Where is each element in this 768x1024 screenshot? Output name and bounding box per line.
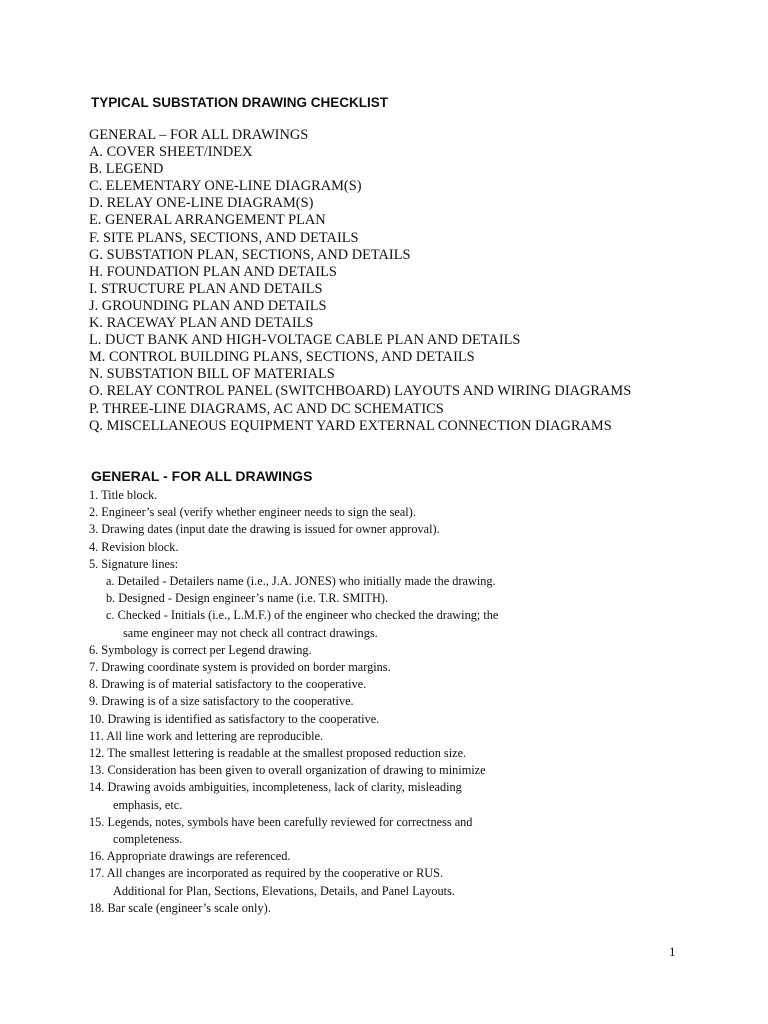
checklist-item: 17. All changes are incorporated as required by the cooperative or RUS. <box>89 866 444 881</box>
index-item: F. SITE PLANS, SECTIONS, AND DETAILS <box>89 229 359 246</box>
drawing-index-list <box>89 127 631 435</box>
section-heading: GENERAL - FOR ALL DRAWINGS <box>91 468 313 484</box>
index-item: K. RACEWAY PLAN AND DETAILS <box>89 315 314 332</box>
checklist-item: 6. Symbology is correct per Legend drawing. <box>89 642 312 657</box>
checklist-item: 5. Signature lines: <box>89 556 179 571</box>
checklist-item: 8. Drawing is of material satisfactory to the cooperative. <box>89 677 367 692</box>
checklist-item: 12. The smallest lettering is readable at the smallest proposed reduction size. <box>89 746 467 761</box>
checklist-continuation: completeness. <box>113 832 183 847</box>
index-item: M. CONTROL BUILDING PLANS, SECTIONS, AND DETAILS <box>89 349 475 366</box>
checklist-item: 14. Drawing avoids ambiguities, incompleteness, lack of clarity, misleading <box>89 780 462 795</box>
checklist-item: 13. Consideration has been given to overall organization of drawing to minimize <box>89 763 486 778</box>
index-item: D. RELAY ONE-LINE DIAGRAM(S) <box>89 195 314 212</box>
index-item: H. FOUNDATION PLAN AND DETAILS <box>89 263 337 280</box>
checklist <box>89 487 498 917</box>
index-item: P. THREE-LINE DIAGRAMS, AC AND DC SCHEMATICS <box>89 400 444 417</box>
index-item: C. ELEMENTARY ONE-LINE DIAGRAM(S) <box>89 178 362 195</box>
index-item: B. LEGEND <box>89 161 164 178</box>
checklist-item: 15. Legends, notes, symbols have been carefully reviewed for correctness and <box>89 814 473 829</box>
checklist-subitem: c. Checked - Initials (i.e., L.M.F.) of the engineer who checked the drawing; the <box>106 608 499 623</box>
document-title: TYPICAL SUBSTATION DRAWING CHECKLIST <box>91 95 388 110</box>
index-item: N. SUBSTATION BILL OF MATERIALS <box>89 366 335 383</box>
checklist-item: 1. Title block. <box>89 488 158 502</box>
checklist-subitem: b. Designed - Design engineer’s name (i.e. T.R. SMITH). <box>106 591 389 606</box>
page-number: 1 <box>669 944 676 959</box>
index-item: L. DUCT BANK AND HIGH-VOLTAGE CABLE PLAN AND DETAILS <box>89 332 521 349</box>
checklist-item: 9. Drawing is of a size satisfactory to the cooperative. <box>89 694 354 709</box>
index-heading: GENERAL – FOR ALL DRAWINGS <box>89 127 309 143</box>
index-item: J. GROUNDING PLAN AND DETAILS <box>89 297 327 314</box>
index-item: Q. MISCELLANEOUS EQUIPMENT YARD EXTERNAL CONNECTION DIAGRAMS <box>89 417 612 434</box>
index-item: I. STRUCTURE PLAN AND DETAILS <box>89 280 323 297</box>
checklist-continuation: same engineer may not check all contract drawings. <box>123 625 378 640</box>
checklist-item: 7. Drawing coordinate system is provided on border margins. <box>89 660 391 675</box>
checklist-subitem: a. Detailed - Detailers name (i.e., J.A. JONES) who initially made the drawing. <box>106 574 496 589</box>
checklist-continuation: Additional for Plan, Sections, Elevations, Details, and Panel Layouts. <box>113 883 455 898</box>
index-item: O. RELAY CONTROL PANEL (SWITCHBOARD) LAYOUTS AND WIRING DIAGRAMS <box>89 383 632 400</box>
index-item: A. COVER SHEET/INDEX <box>89 144 253 161</box>
checklist-item: 10. Drawing is identified as satisfactory to the cooperative. <box>89 711 380 726</box>
checklist-item: 4. Revision block. <box>89 539 179 554</box>
checklist-item: 11. All line work and lettering are reproducible. <box>89 728 324 743</box>
checklist-continuation: emphasis, etc. <box>113 797 183 812</box>
index-item: E. GENERAL ARRANGEMENT PLAN <box>89 212 326 229</box>
checklist-item: 18. Bar scale (engineer’s scale only). <box>89 900 271 915</box>
checklist-item: 2. Engineer’s seal (verify whether engineer needs to sign the seal). <box>89 505 416 520</box>
checklist-item: 16. Appropriate drawings are referenced. <box>89 849 291 864</box>
checklist-item: 3. Drawing dates (input date the drawing is issued for owner approval). <box>89 522 440 537</box>
index-item: G. SUBSTATION PLAN, SECTIONS, AND DETAILS <box>89 246 411 263</box>
